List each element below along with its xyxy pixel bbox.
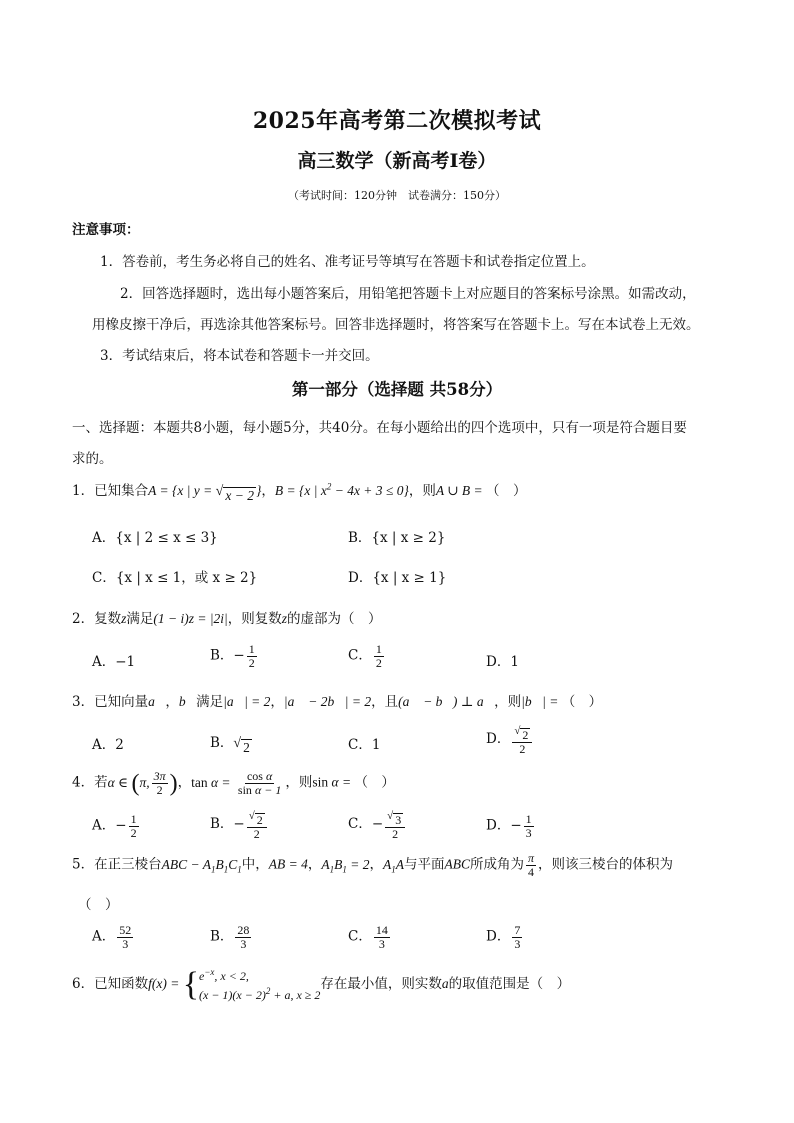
q2-mid1: 满足: [126, 611, 154, 627]
q1-prefix: 1．已知集合: [72, 483, 149, 499]
q2-option-d: D．1: [486, 654, 519, 670]
q4-option-c: C．− √ 3 2: [348, 809, 407, 840]
q3-option-b: B． √ 2: [210, 735, 250, 755]
q5-mid2: 与平面: [403, 856, 445, 873]
q4-domain: α ∈ (π, $\frac{3\pi}{2}$ ): [107, 769, 178, 797]
exam-info: （考试时间：120分钟 试卷满分：150分）: [288, 189, 506, 202]
q5-option-b: B． $\frac{28}{3}$: [210, 923, 250, 951]
q5-a1a: $A_1A$: [382, 856, 404, 875]
part1-heading: 第一部分（选择题 共58分）: [291, 380, 503, 399]
q6-prefix: 6．已知函数: [72, 975, 149, 992]
q1-set-b: B = {x | $x^2 - 4x + 3 \le 0$}: [274, 481, 409, 498]
q3-vec-a: a⃗: [148, 694, 166, 709]
q1-set-a: A = {x | y = √ x − 2 }: [148, 483, 262, 503]
q5-option-a-label: A．: [92, 928, 116, 945]
q5-frustum: ABC − $A_1B_1C_1$: [161, 856, 242, 875]
q2-equation: (1 − i)z = |2i|: [153, 611, 228, 626]
q2-option-a: A．−1: [92, 654, 136, 670]
q3-target: |b⃗| =: [521, 694, 562, 709]
q3-option-d: D． √ 2 2: [486, 724, 534, 755]
q3-prefix: 3．已知向量: [72, 694, 149, 710]
q4-equation: tan α = $\frac{\text{cos α}}{\text{sin α − 1}}$: [191, 769, 282, 797]
q6-function: f(x) = { $e^{-x}$, x < 2, $(x - 1)(x - 2)^2 + a$, x ≥ 2: [148, 965, 321, 1003]
q1-option-b: B．{x | x ≥ 2}: [348, 530, 446, 546]
q5-a1b1: $A_1B_1 = 2$: [321, 856, 370, 875]
q2-var-z2: z: [281, 611, 288, 626]
exam-subtitle: 高三数学（新高考Ⅰ卷）: [297, 150, 497, 172]
q6-suffix: 存在最小值，则实数: [320, 975, 442, 992]
q5-suffix: ，则该三棱台的体积为: [537, 856, 673, 873]
q3-option-a: A．2: [92, 737, 124, 753]
q3-cond2: |a⃗ − 2b⃗| = 2: [283, 694, 372, 709]
q2-option-c-label: C．: [348, 647, 372, 664]
q4-option-b-label: B．: [210, 816, 234, 833]
q2-option-b: B．− $\frac{1}{2}$: [210, 642, 255, 670]
q6-var-a: a: [441, 975, 449, 991]
q4-option-b: B．− √ 2 2: [210, 809, 269, 840]
q3-option-d-label: D．: [486, 731, 511, 748]
q5-option-d-label: D．: [486, 928, 511, 945]
q4-option-d-label: D．: [486, 817, 511, 834]
q4-option-a-label: A．: [92, 817, 116, 834]
q1-union: A ∪ B =: [435, 483, 487, 498]
question-1-stem: 1．已知集合A = {x | y = √ x − 2 }，B = {x | $x^2 - 4x + 3 \le 0$}，则A ∪ B = （ ）: [72, 481, 527, 503]
q4-option-c-label: C．: [348, 816, 372, 833]
q2-suffix: 的虚部为（ ）: [287, 611, 382, 627]
question-5-stem-cont: （ ）: [78, 897, 119, 913]
notice-item-2-cont: 用橡皮擦干净后，再选涂其他答案标号。回答非选择题时，将答案写在答题卡上。写在本试卷上无效。: [92, 317, 700, 333]
q3-mid1: ，: [165, 694, 179, 710]
question-4-stem: 4．若α ∈ (π, $\frac{3\pi}{2}$ )，tan α = $\frac{\text{cos α}}{\text{sin α − 1}}$ ，则sin α = （ ）: [72, 769, 395, 797]
q5-plane: ABC: [444, 856, 470, 872]
q5-option-a: A． $\frac{52}{3}$: [92, 923, 132, 951]
q2-prefix: 2．复数: [72, 611, 122, 627]
q3-mid4: ，则: [494, 694, 522, 710]
question-2-stem: [72, 607, 382, 627]
part1-intro-line2: 求的。: [72, 451, 113, 467]
part1-intro-line1: 一、选择题：本题共8小题，每小题5分，共40分。在每小题给出的四个选项中，只有一项是符合题目要: [72, 420, 687, 436]
q3-option-c: C．1: [348, 737, 381, 753]
q6-suffix2: 的取值范围是（ ）: [448, 975, 571, 992]
q5-prefix: 5．在正三棱台: [72, 856, 162, 873]
q4-mid: ，则: [285, 774, 313, 791]
q3-vec-b: b⃗: [178, 694, 197, 709]
q4-prefix: 4．若: [72, 774, 108, 791]
q1-option-c: C．{x | x ≤ 1，或 x ≥ 2}: [92, 570, 258, 586]
q1-option-a: A．{x | 2 ≤ x ≤ 3}: [92, 530, 218, 546]
exam-title: 2025年高考第二次模拟考试: [252, 108, 542, 134]
q5-option-d: D． $\frac{7}{3}$: [486, 923, 521, 951]
q3-cond3: (a⃗ − b⃗) ⊥ a⃗: [398, 694, 495, 709]
q4-target: sin α =: [312, 774, 355, 790]
notice-heading: 注意事项：: [72, 222, 140, 238]
q3-suffix: （ ）: [561, 694, 603, 710]
q1-option-d: D．{x | x ≥ 1}: [348, 570, 447, 586]
q3-cond1: |a⃗| = 2: [223, 694, 271, 709]
notice-item-2: 2．回答选择题时，选出每小题答案后，用铅笔把答题卡上对应题目的答案标号涂黑。如需改动，: [120, 286, 696, 302]
q4-option-a: A．− $\frac{1}{2}$: [92, 812, 137, 840]
q5-ab: AB = 4: [268, 856, 308, 872]
question-6-stem: [72, 966, 570, 1004]
q3-mid2: 满足: [196, 694, 224, 710]
q1-mid: ，则: [408, 483, 436, 499]
q4-option-d: D．− $\frac{1}{3}$: [486, 812, 532, 840]
q2-option-b-label: B．: [210, 647, 234, 664]
q5-option-c: C． $\frac{14}{3}$: [348, 923, 388, 951]
q1-suffix: （ ）: [486, 483, 527, 499]
question-5-stem: 5．在正三棱台ABC − $A_1B_1C_1$中，AB = 4，$A_1B_1 = 2$，$A_1A$与平面ABC所成角为 $\frac{\pi}{4}$ ，则该三棱台的体积为: [72, 851, 673, 879]
q5-angle: $\frac{\pi}{4}$: [527, 851, 534, 879]
q5-mid3: 所成角为: [469, 856, 524, 873]
q5-option-b-label: B．: [210, 928, 234, 945]
question-3-stem: 3．已知向量a⃗，b⃗满足|a⃗| = 2，|a⃗ − 2b⃗| = 2，且(a⃗ − b⃗) ⊥ a⃗，则|b⃗| = （ ）: [72, 694, 603, 710]
q4-suffix: （ ）: [354, 774, 395, 791]
q2-option-c: C． $\frac{1}{2}$: [348, 642, 382, 670]
q5-option-c-label: C．: [348, 928, 372, 945]
q3-mid3: ，且: [371, 694, 399, 710]
q2-mid2: ，则复数: [227, 611, 282, 627]
q3-option-b-label: B．: [210, 735, 234, 751]
q5-mid1: 中，: [241, 856, 269, 873]
q2-var-z: z: [121, 611, 127, 626]
notice-item-3: 3．考试结束后，将本试卷和答题卡一并交回。: [100, 348, 379, 364]
notice-item-1: 1．答卷前，考生务必将自己的姓名、准考证号等填写在答题卡和试卷指定位置上。: [100, 254, 595, 270]
